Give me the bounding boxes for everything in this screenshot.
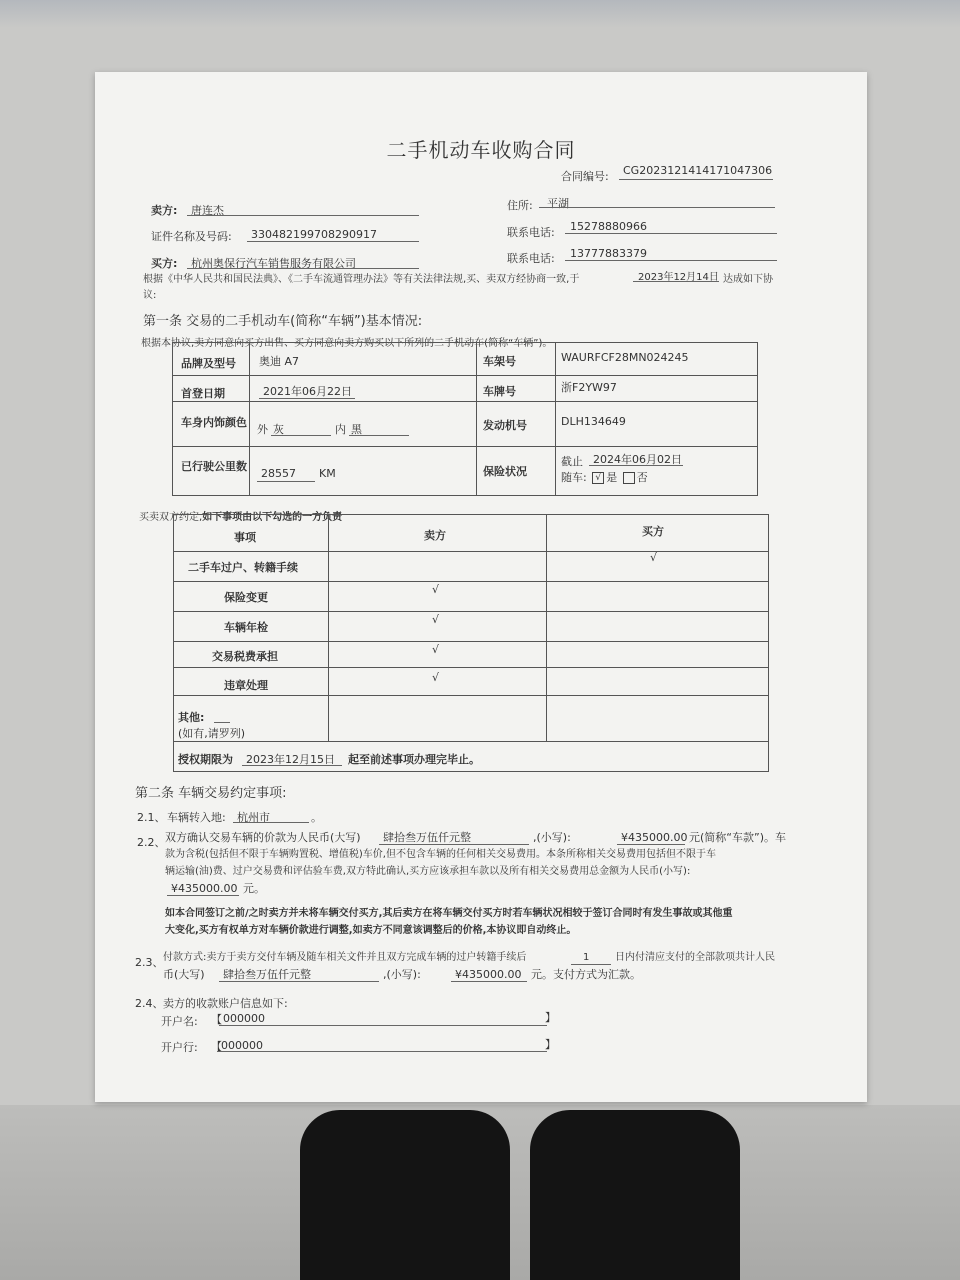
vin-label: 车架号 [483,355,516,368]
duty-row-item: 交易税费承担 [212,650,278,663]
clause-2-1-tail: 。 [311,811,322,824]
mileage-label: 已行驶公里数 [181,460,247,473]
duty-row-item: 保险变更 [224,591,268,604]
price-lower: ¥435000.00 [621,831,688,844]
phone2-label: 联系电话: [507,252,555,265]
insurance-with-car: 随车: √ 是 否 [561,471,648,484]
duty-other-note: (如有,请罗列) [178,727,246,740]
contract-no-label: 合同编号: [561,170,609,183]
background-top [0,0,960,28]
intro-text-end: 议: [143,290,157,301]
price-upper: 肆拾叁万伍仟元整 [383,831,471,844]
payment-lower: ¥435000.00 [455,968,522,981]
clause-2-1-num: 2.1、 [137,811,166,824]
account-name-value: 000000 [223,1012,265,1025]
total-amount: ¥435000.00 [171,882,238,895]
duty-row-item: 二手车过户、转籍手续 [188,561,298,574]
seller-name: 唐连杰 [191,204,224,217]
buyer-label: 买方: [151,257,178,270]
transfer-city: 杭州市 [237,811,270,824]
color-out-label: 外 [257,423,268,436]
clause-2-3: 付款方式:卖方于卖方交付车辆及随车相关文件并且双方完成车辆的过户转籍手续后 1 日内付清应支付的全部款项共计人民 币(大写) 肆拾叁万伍仟元整 ,(小写): ¥435000.00 元。支付方式为汇款。 [163,949,823,983]
article1-title: 第一条 交易的二手机动车(简称“车辆”)基本情况: [143,314,423,329]
duty-row-seller-check: √ [432,643,440,656]
insurance-label: 保险状况 [483,465,527,478]
contract-no-value: CG2023121414171047306 [623,164,773,177]
brand-label: 品牌及型号 [181,357,236,370]
clause-2-3-num: 2.3、 [135,956,164,969]
clause-2-2: 双方确认交易车辆的价款为人民币(大写) 肆拾叁万伍仟元整 ,(小写): ¥435000.00 元(简称“车款”)。车 款为含税(包括但不限于车辆购置税、增值税)车价,但不包含车辆的任何相关交易费用。本条所称相关交易费用包括但不限于车 辆运输(油)费、过户交易费和评估验车费,双方特此确认,买方应该承担车款以及所有相关交易费用总金额为人民币(小写): ¥435000.00 元。 如本合同签订之前/之时卖方并未将车辆交付买方,其后卖方在将车辆交付买方时若车辆状况相较于签订合同时有发生事故或其他重 大变化,买方有权单方对车辆价款进行调整,如卖方不同意该调整后的价格,本协议即自动终止。 [165,829,815,939]
phone1-label: 联系电话: [507,226,555,239]
vehicle-table [172,342,758,496]
duty-table [173,514,769,772]
reg-date-label: 首登日期 [181,387,225,400]
engine-value: DLH134649 [561,415,626,428]
brand-value: 奥迪 A7 [259,355,300,368]
clause-2-2-bold-1: 如本合同签订之前/之时卖方并未将车辆交付买方,其后卖方在将车辆交付买方时若车辆状况相较于签订合同时有发生事故或其他重 [165,908,733,919]
payment-upper: 肆拾叁万伍仟元整 [223,968,311,981]
engine-label: 发动机号 [483,419,527,432]
account-bank-value: 000000 [221,1039,263,1052]
shoe-left [300,1110,510,1280]
duty-row-seller-check: √ [432,613,440,626]
mileage-unit: KM [319,467,336,480]
plate-label: 车牌号 [483,385,516,398]
auth-label: 授权期限为 [178,753,233,766]
duty-row-seller-check: √ [432,583,440,596]
reg-date-value: 2021年06月22日 [263,385,352,398]
id-number: 330482199708290917 [251,228,377,241]
phone2-value: 13777883379 [570,247,647,260]
contract-paper: 二手机动车收购合同 合同编号: CG2023121414171047306 卖方: 唐连杰 证件名称及号码: 330482199708290917 买方: 杭州奥保行汽车销售服务有限公司 住所: 平湖 联系电话: 15278880966 联系电话: 13777883379 根据《中华人民共和国民法典》、《二手车流通管理办法》等有关法律法规,买、卖双方经协商一致,于 2023年12月14日 达成如下协 议: 第一条 交易的二手机动车(简称“车辆”)基本情况: 根据本协议,卖方同意向买方出售、买方同意向卖方购买以下所列的二手机动车(简称“车辆”)。 品牌及型号 奥迪 A7 车架号 WAURFCF28MN024245 首登日期 2021年06月22日 车牌号 浙F2YW97 车身内饰颜色 外 灰 内 黑 发动机号 DLH134649 已行驶公里数 28557 KM 保险状况 截止 2024年06月02日 随车: √ 是 否 买卖双方约定,如下事项由以下勾选的一方负责 事项 卖方 买方 二手车过户、转籍手续 √ 保险变更 √ 车辆年检 √ 交易税费承担 √ 违章处理 √ 其他: (如有,请罗列) 授权期限为 2023年12月15日 起至前述事项办理完毕止。 第二条 车辆交易约定事项: 2.1、 车辆转入地: 杭州市 。 2.2、 双方确认交易车辆的价款为人民币(大写) 肆拾叁万伍仟元整 ,(小写): ¥435000.00 元(简称“车款”)。车 款为含税(包括但不限于车辆购置税、增值税)车价,但不包含车辆的任何相关交易费用。本条所称相关交易费用包括但不限于车 辆运输(油)费、过户交易费和评估验车费,双方特此确认,买方应该承担车款以及所有相关交易费用总金额为人民币(小写): ¥435000.00 元。 如本合同签订之前/之时卖方并未将车辆交付买方,其后卖方在将车辆交付买方时若车辆状况相较于签订合同时有发生事故或其他重 大变化,买方有权单方对车辆价款进行调整,如卖方不同意该调整后的价格,本协议即自动终止。 2.3、 付款方式:卖方于卖方交付车辆及随车相关文件并且双方完成车辆的过户转籍手续后 1 日内付清应支付的全部款项共计人民 币(大写) 肆拾叁万伍仟元整 ,(小写): ¥435000.00 元。支付方式为汇款。 2.4、 卖方的收款账户信息如下: 开户名: 【 000000 】 开户行: 【 000000 】 [95,72,867,1102]
duty-row-buyer-check: √ [650,551,658,564]
color-out-value: 灰 [273,423,284,436]
address-label: 住所: [507,199,533,212]
contract-title: 二手机动车收购合同 [386,138,576,162]
intro-date: 2023年12月14日 [638,272,719,283]
insurance-yes-checkbox[interactable]: √ [592,472,604,484]
duty-row-item: 违章处理 [224,679,268,692]
intro-text: 根据《中华人民共和国民法典》、《二手车流通管理办法》等有关法律法规,买、卖双方经协商一致,于 [143,274,580,285]
color-in-value: 黑 [351,423,362,436]
auth-tail: 起至前述事项办理完毕止。 [348,753,480,766]
buyer-name: 杭州奥保行汽车销售服务有限公司 [191,257,356,270]
color-label: 车身内饰颜色 [181,416,247,429]
vin-value: WAURFCF28MN024245 [561,351,689,364]
article2-title: 第二条 车辆交易约定事项: [135,786,287,801]
duty-row-seller-check: √ [432,671,440,684]
seller-label: 卖方: [151,204,178,217]
duty-header-item: 事项 [234,531,256,544]
intro-text-tail: 达成如下协 [723,274,773,285]
payment-days: 1 [583,952,590,963]
insurance-no-checkbox[interactable] [623,472,635,484]
duty-header-seller: 卖方 [424,529,446,542]
clause-2-4-num: 2.4、 [135,997,164,1010]
duty-header-buyer: 买方 [642,525,664,538]
account-name-label: 开户名: [161,1015,198,1028]
duty-intro: 买卖双方约定,如下事项由以下勾选的一方负责 [139,512,343,523]
clause-2-1-label: 车辆转入地: [167,811,226,824]
plate-value: 浙F2YW97 [561,381,617,394]
mileage-value: 28557 [261,467,296,480]
clause-2-4-label: 卖方的收款账户信息如下: [163,997,288,1010]
article1-intro: 根据本协议,卖方同意向买方出售、买方同意向卖方购买以下所列的二手机动车(简称“车辆”)。 [141,338,553,349]
account-bank-label: 开户行: [161,1041,198,1054]
clause-2-2-num: 2.2、 [137,836,166,849]
insurance-until-label: 截止 [561,455,583,468]
clause-2-2-bold-2: 大变化,买方有权单方对车辆价款进行调整,如卖方不同意该调整后的价格,本协议即自动终止。 [165,925,577,936]
auth-date: 2023年12月15日 [246,753,335,766]
id-label: 证件名称及号码: [151,230,232,243]
address-value: 平湖 [547,197,569,210]
duty-row-item: 车辆年检 [224,621,268,634]
insurance-until-value: 2024年06月02日 [593,453,682,466]
shoe-right [530,1110,740,1280]
duty-other-label: 其他: [178,711,205,724]
phone1-value: 15278880966 [570,220,647,233]
color-in-label: 内 [335,423,346,436]
